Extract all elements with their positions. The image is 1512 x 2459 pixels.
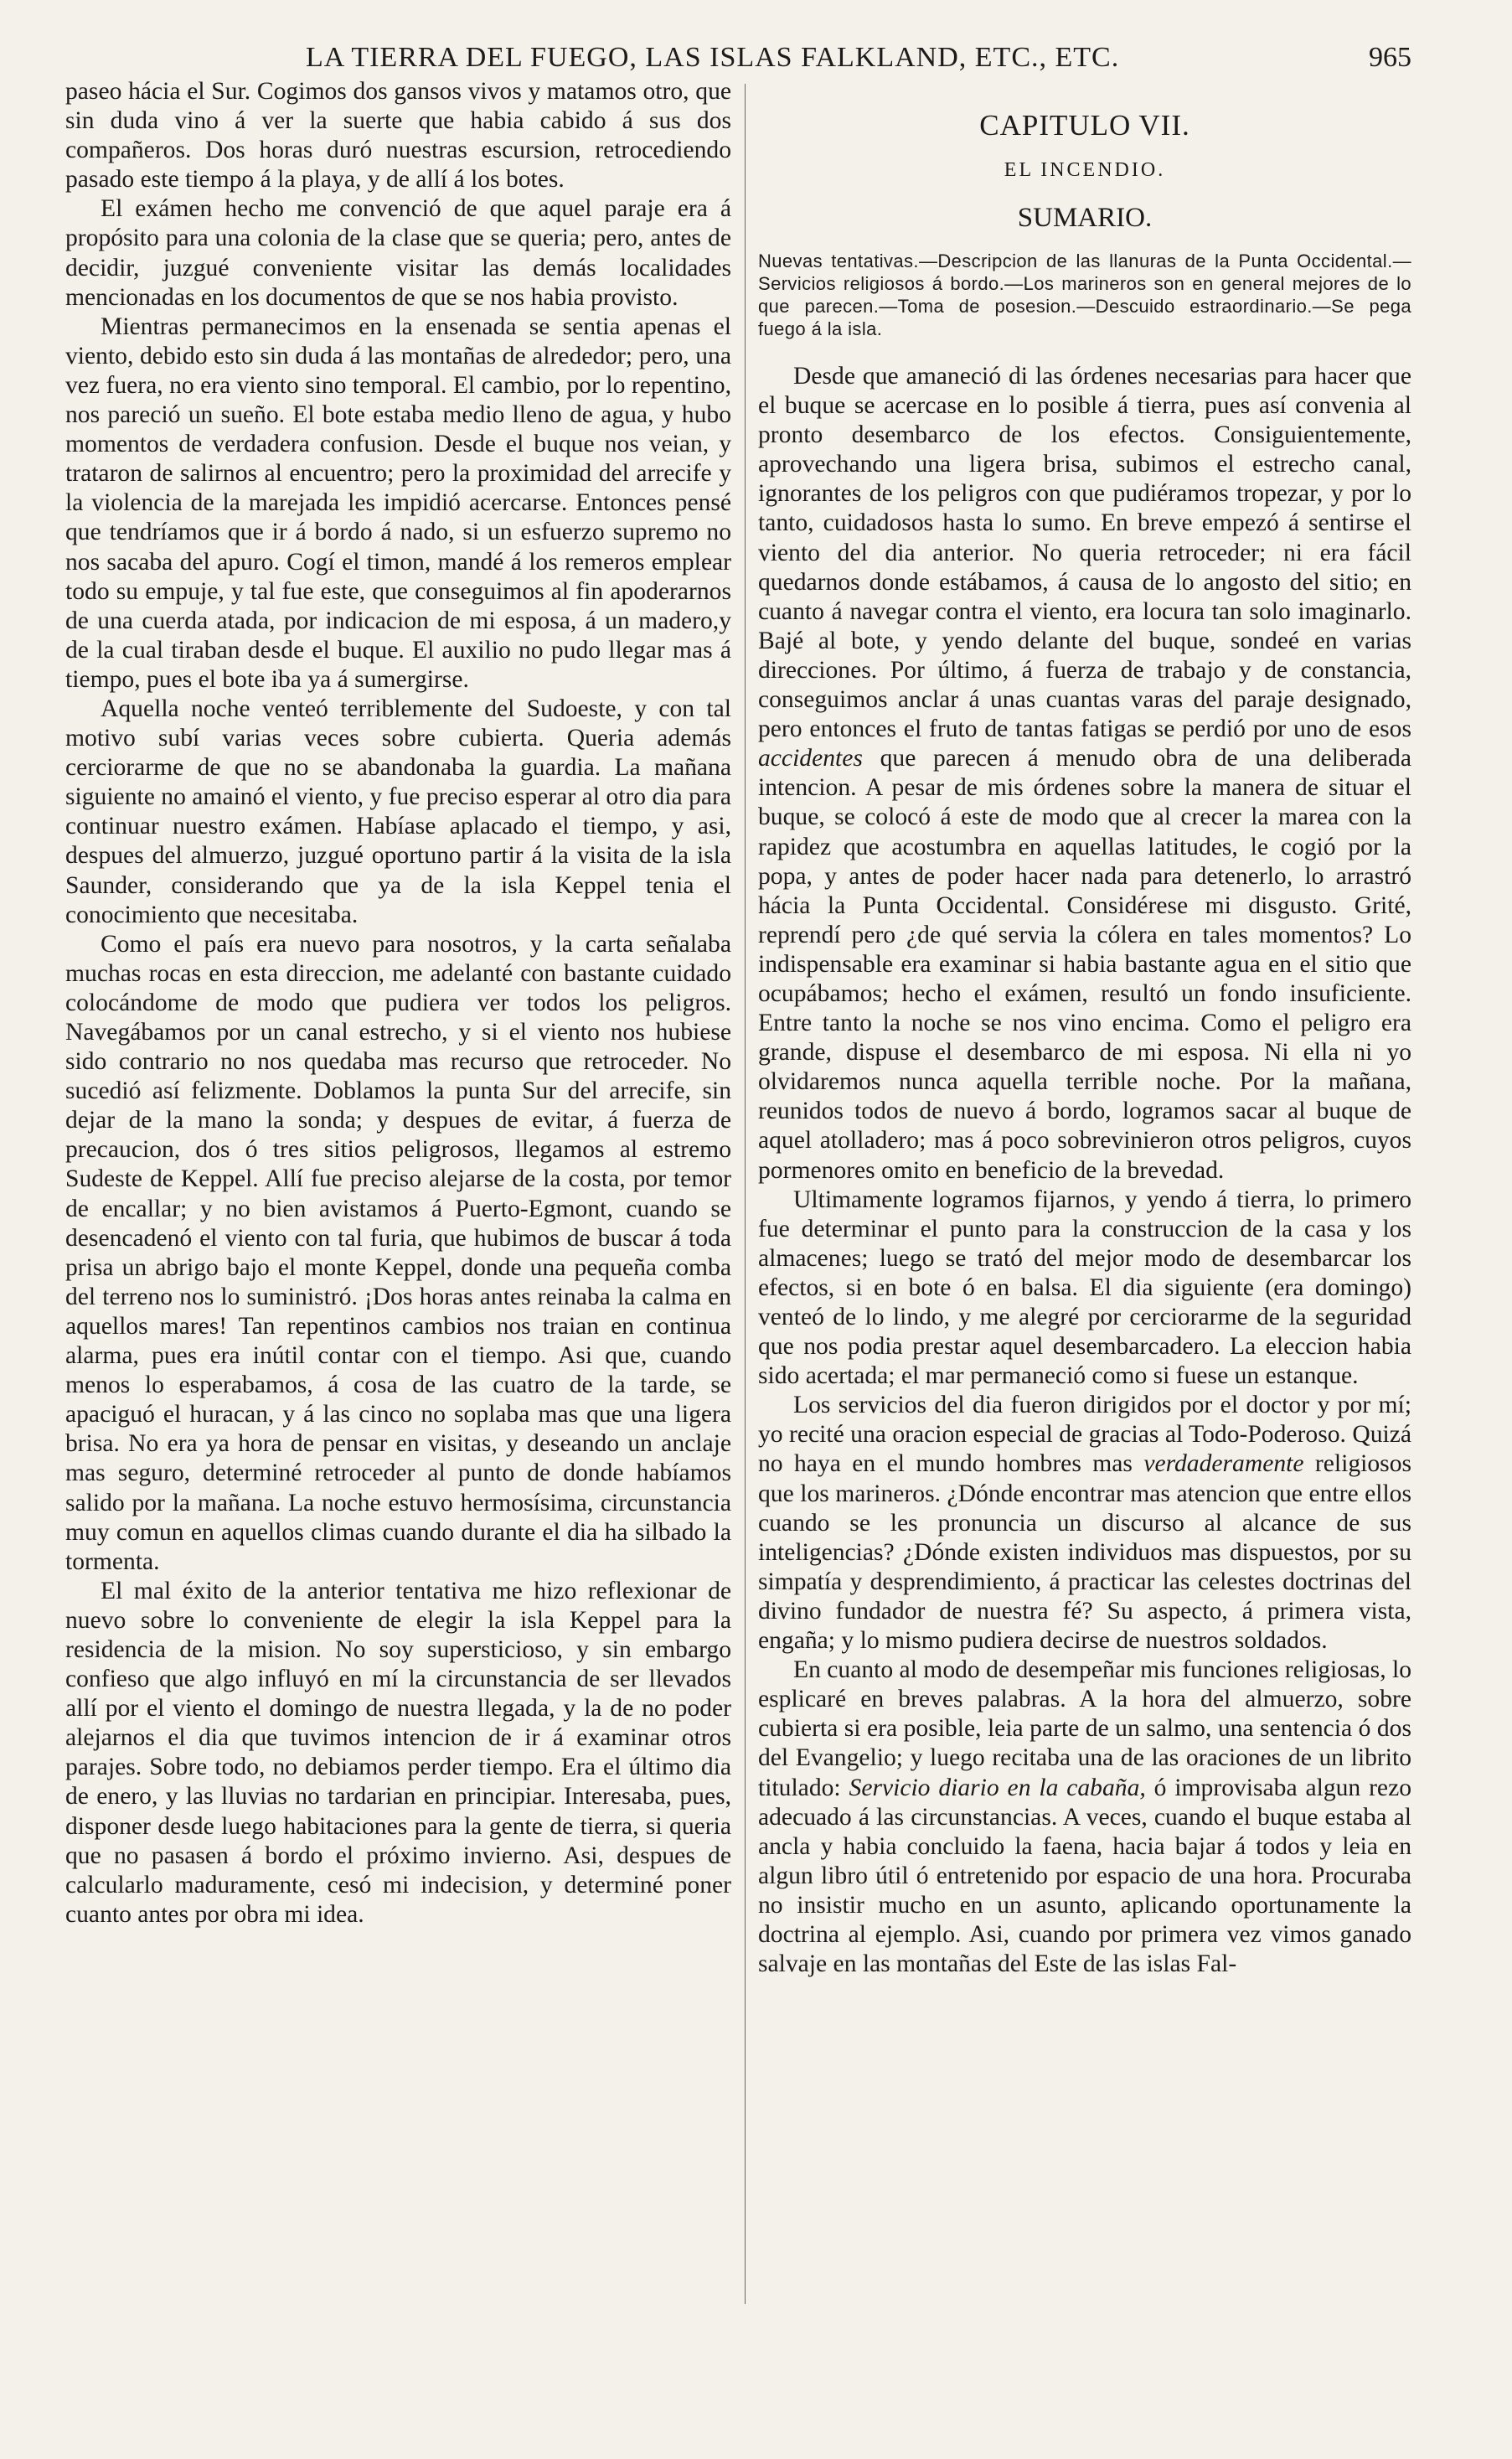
paragraph: El exámen hecho me convenció de que aquel paraje era á propósito para una colonia de la clase que se queria; pero, antes de decidir, juzgué conveniente visitar las demás localidades mencionadas en los documentos de que se nos habia provisto. <box>65 195 731 311</box>
text-run: religiosos que los marineros. ¿Dónde encontrar mas atencion que entre ellos cuando se les pronuncia un discurso al alcance de sus inteligencias? ¿Dónde existen individuos mas dispuestos, por su simpatía y desprendimiento, á practicar las celestes doctrinas del divino fundador de nuestra fé? Su aspecto, á primera vista, engaña; y lo mismo pudiera decirse de nuestros soldados. <box>758 1450 1412 1655</box>
text-run: Los servicios del dia fueron dirigidos por el doctor y por mí; yo recité una oracion especial de gracias al Todo-Poderoso. Quizá no haya en el mundo hombres mas <box>758 1392 1411 1478</box>
paragraph: El mal éxito de la anterior tentativa me hizo reflexionar de nuevo sobre lo conveniente de elegir la isla Keppel para la residencia de la mision. No soy supersticioso, y sin embargo confieso que algo influyó en mí la circunstancia de ser llevados allí por el viento el domingo de nuestra llegada, y la de no poder alejarnos el dia que tuvimos intencion de ir á examinar otros parajes. Sobre todo, no debiamos perder tiempo. Era el último dia de enero, y las lluvias no tardarian en principiar. Interesaba, pues, disponer desde luego habitaciones para la gente de tierra, si queria que no pasasen á bordo el próximo invierno. Asi, despues de calcularlo maduramente, cesó mi indecision, y determiné poner cuanto antes por obra mi idea. <box>65 1577 731 1928</box>
text-run: En cuanto al modo de desempeñar mis funciones religiosas, lo esplicaré en breves palabras. A la hora del almuerzo, sobre cubierta si era posible, leia parte de un salmo, una sentencia ó dos del Evangelio; y luego recitaba una de las oraciones de un librito titulado: <box>758 1656 1412 1801</box>
summary-text: Nuevas tentativas.—Descripcion de las llanuras de la Punta Occidental.—Servicios religiosos á bordo.—Los marineros son en general mejores de lo que parecen.—Toma de posesion.—Descuido estraordinario.—Se pega fuego á la isla. <box>758 251 1411 339</box>
chapter-body <box>758 362 1411 1979</box>
chapter-title: EL INCENDIO. <box>1004 159 1166 181</box>
paragraph: Como el país era nuevo para nosotros, y la carta señalaba muchas rocas en esta direccion, me adelanté con bastante cuidado colocándome de modo que pudiera ver todos los peligros. Navegábamos por un canal estrecho, y si el viento nos hubiese sido contrario no nos quedaba mas recurso que retroceder. No sucedió así felizmente. Doblamos la punta Sur del arrecife, sin dejar de la mano la sonda; y despues de evitar, á fuerza de precaucion, dos ó tres sitios peligrosos, llegamos al estremo Sudeste de Keppel. Allí fue preciso alejarse de la costa, por temor de encallar; y no bien avistamos á Puerto-Egmont, cuando se desencadenó el viento con tal furia, que hubimos de buscar á toda prisa un abrigo bajo el monte Keppel, donde una pequeña comba del terreno nos lo suministró. ¡Dos horas antes reinaba la calma en aquellos mares! Tan repentinos cambios nos traian en continua alarma, pues era inútil contar con el tiempo. Asi que, cuando menos lo esperabamos, á cosa de las cuatro de la tarde, se apaciguó el huracan, y á las cinco no soplaba mas que una ligera brisa. No era ya hora de pensar en visitas, y deseando un anclaje mas seguro, determiné retroceder al punto de donde habíamos salido por la mañana. La noche estuvo hermosísima, circunstancia muy comun en aquellos climas cuando durante el dia ha silbado la tormenta. <box>65 930 731 1575</box>
text-run: ó improvisaba algun rezo adecuado á las circunstancias. A veces, cuando el buque estaba al ancla y habia concluido la faena, hacia bajar á todos y leia en algun libro útil ó entretenido por espacio de una hora. Procuraba no insistir mucho en un asunto, aplicando oportunamente la doctrina al ejemplo. Asi, cuando por primera vez vimos ganado salvaje en las montañas del Este de las islas Fal- <box>758 1774 1411 1978</box>
right-column <box>758 77 1411 1979</box>
paragraph: Mientras permanecimos en la ensenada se sentia apenas el viento, debido esto sin duda á las montañas de alrededor; pero, una vez fuera, no era viento sino temporal. El cambio, por lo repentino, nos pareció un sueño. El bote estaba medio lleno de agua, y hubo momentos de verdadera confusion. Desde el buque nos veian, y trataron de salirnos al encuentro; pero la proximidad del arrecife y la violencia de la marejada les impidió acercarse. Entonces pensé que tendríamos que ir á bordo á nado, si un esfuerzo supremo no nos sacaba del apuro. Cogí el timon, mandé á los remeros emplear todo su empuje, y tal fue este, que conseguimos al fin apoderarnos de una cuerda atada, por indicacion de mi esposa, á un madero,y de la cual tiraban desde el buque. El auxilio no pudo llegar mas á tiempo, pues el bote iba ya á sumergirse. <box>65 313 731 693</box>
paragraph <box>758 362 1411 1186</box>
text-run: que parecen á menudo obra de una deliberada intencion. A pesar de mis órdenes sobre la manera de situar el buque, se colocó á este de modo que al crecer la marea con la rapidez que acostumbra en aquellas latitudes, le cogió por la popa, y antes de poder hacer nada para detenerlo, lo arrastró hácia la Punta Occidental. Considérese mi disgusto. Grité, reprendí pero ¿de qué servia la cólera en tales momentos? Lo indispensable era examinar si habia bastante agua en el sitio que ocupábamos; hecho el exámen, resultó un fondo insuficiente. Entre tanto la noche se nos vino encima. Como el peligro era grande, dispuse el desembarco de mi esposa. Ni ella ni yo olvidaremos nunca aquella terrible noche. Por la mañana, reunidos todos de nuevo á bordo, logramos sacar al buque de aquel atolladero; mas á poco sobrevinieron otros peligros, cuyos pormenores omito en beneficio de la brevedad. <box>758 745 1411 1184</box>
italic-run: accidentes <box>758 745 863 772</box>
text-run: Desde que amaneció di las órdenes necesarias para hacer que el buque se acercase en lo posible á tierra, pues así convenia al pronto desembarco de los efectos. Consiguientemente, aprovechando una ligera brisa, subimos el estrecho canal, ignorantes de los peligros con que pudiéramos tropezar, y por lo tanto, cuidadosos hasta lo sumo. En breve empezó á sentirse el viento del dia anterior. No queria retroceder; ni era fácil quedarnos donde estábamos, á causa de lo angosto del sitio; en cuanto á navegar contra el viento, era locura tan solo imaginarlo. Bajé al bote, y yendo delante del buque, sondeé en varias direcciones. Por último, á fuerza de trabajo y de constancia, conseguimos anclar á unas cuantas varas del paraje designado, pero entonces el fruto de tantas fatigas se perdió por uno de esos <box>758 363 1411 743</box>
paragraph <box>758 1391 1411 1656</box>
paragraph: paseo hácia el Sur. Cogimos dos gansos vivos y matamos otro, que sin duda vino á ver la suerte que habia cabido á sus dos compañeros. Dos horas duró nuestras escursion, retrocediendo pasado este tiempo á la playa, y de allí á los botes. <box>65 78 731 194</box>
italic-run: verdaderamente <box>1143 1450 1304 1478</box>
page-number: 965 <box>1369 42 1411 73</box>
summary-heading: SUMARIO. <box>1017 203 1153 233</box>
chapter-number: CAPITULO VII. <box>979 109 1190 142</box>
left-column <box>65 77 731 1929</box>
paragraph: Ultimamente logramos fijarnos, y yendo á tierra, lo primero fue determinar el punto para la construccion de la casa y los almacenes; luego se trató del mejor modo de desembarcar los efectos, si en bote ó en balsa. El dia siguiente (era domingo) venteó de lo lindo, y me alegré por cerciorarme de la seguridad que nos podia prestar aquel desembarcadero. La eleccion habia sido acertada; el mar permaneció como si fuese un estanque. <box>758 1186 1411 1390</box>
italic-run: Servicio diario en la cabaña, <box>849 1774 1146 1801</box>
paragraph: Aquella noche venteó terriblemente del Sudoeste, y con tal motivo subí varias veces sobre cubierta. Queria además cerciorarme de que no se abandonaba la guardia. La mañana siguiente no amainó el viento, y fue preciso esperar al otro dia para continuar nuestro exámen. Habíase aplacado el tiempo, y asi, despues del almuerzo, juzgué oportuno partir á la visita de la isla Saunder, considerando que ya de la isla Keppel tenia el conocimiento que necesitaba. <box>65 695 731 928</box>
paragraph <box>758 1656 1411 1979</box>
column-divider <box>745 84 746 2304</box>
running-title: LA TIERRA DEL FUEGO, LAS ISLAS FALKLAND, ETC., ETC. <box>306 42 1120 73</box>
